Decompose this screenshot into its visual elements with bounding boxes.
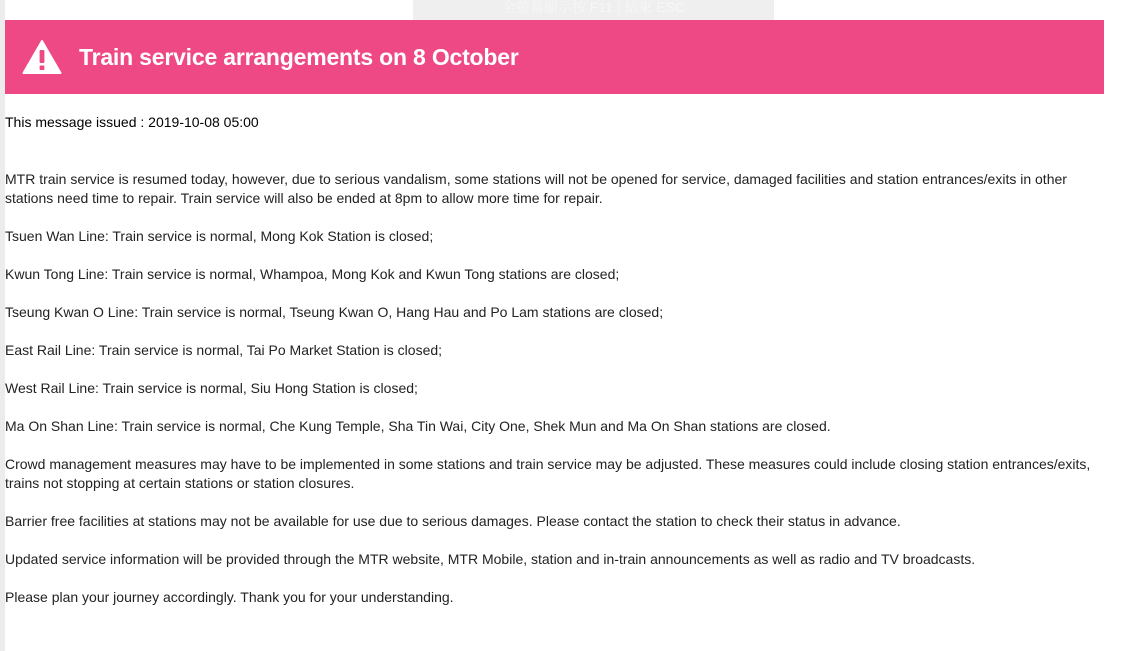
kwun-tong-line-status: Kwun Tong Line: Train service is normal, Whampoa, Mong Kok and Kwun Tong stations are closed;: [5, 266, 620, 282]
ma-on-shan-line-status: Ma On Shan Line: Train service is normal, Che Kung Temple, Sha Tin Wai, City One, Shek Mun and Ma On Shan stations are closed.: [5, 418, 831, 434]
fullscreen-hint-overlay: 全螢幕顯示按 F11 | 結束 ESC: [413, 0, 774, 20]
crowd-management-paragraph: Crowd management measures may have to be implemented in some stations and train service may be adjusted. These measures could include closing station entrances/exits, trains not stopping at certain stations or station closures.: [5, 456, 1091, 491]
warning-triangle-icon: [22, 39, 62, 75]
west-rail-line-status: West Rail Line: Train service is normal, Siu Hong Station is closed;: [5, 380, 418, 396]
closing-paragraph: Please plan your journey accordingly. Thank you for your understanding.: [5, 589, 454, 605]
tsuen-wan-line-status: Tsuen Wan Line: Train service is normal, Mong Kok Station is closed;: [5, 228, 434, 244]
issued-timestamp: This message issued : 2019-10-08 05:00: [5, 114, 259, 130]
updates-paragraph: Updated service information will be provided through the MTR website, MTR Mobile, station and in-train announcements as well as radio and TV broadcasts.: [5, 551, 976, 567]
banner-title: Train service arrangements on 8 October: [79, 43, 519, 70]
alert-banner: [5, 20, 1104, 94]
tseung-kwan-o-line-status: Tseung Kwan O Line: Train service is normal, Tseung Kwan O, Hang Hau and Po Lam stations are closed;: [5, 304, 664, 320]
east-rail-line-status: East Rail Line: Train service is normal, Tai Po Market Station is closed;: [5, 342, 443, 358]
message-body: [5, 113, 1105, 626]
intro-paragraph: MTR train service is resumed today, however, due to serious vandalism, some stations will not be opened for service, damaged facilities and station entrances/exits in other stations need time to repair. Train service will also be ended at 8pm to allow more time for repair.: [5, 171, 1067, 206]
barrier-free-paragraph: Barrier free facilities at stations may not be available for use due to serious damages. Please contact the station to check their status in advance.: [5, 513, 901, 529]
